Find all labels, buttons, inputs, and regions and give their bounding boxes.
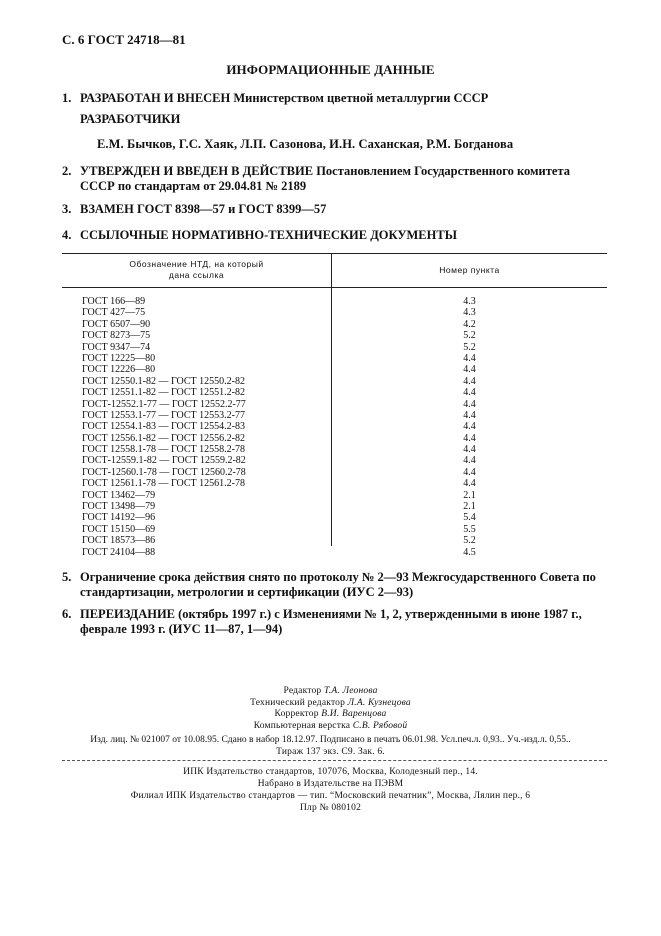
table-cell-doc: ГОСТ 14192—96: [82, 512, 156, 524]
table-cell-item: 4.4: [463, 432, 476, 444]
item-6: [62, 607, 607, 637]
table-row: [62, 547, 607, 558]
table-cell-item: 5.5: [463, 523, 476, 535]
table-cell-item: 4.3: [463, 307, 476, 319]
item-number: 2.: [62, 164, 72, 178]
credit-role: Технический редактор: [250, 697, 346, 708]
table-row: [62, 444, 607, 455]
developers-label: РАЗРАБОТЧИКИ: [80, 112, 181, 126]
credit-line: [0, 686, 661, 698]
table-row: [62, 387, 607, 398]
table-cell-item: 4.2: [463, 318, 476, 330]
credits-block: [0, 686, 661, 732]
table-row: [62, 501, 607, 512]
item-1-text: Министерством цветной металлургии СССР: [230, 91, 489, 105]
item-3-text: ВЗАМЕН ГОСТ 8398—57 и ГОСТ 8399—57: [80, 202, 327, 216]
table-header-doc-line2: дана ссылка: [168, 270, 225, 280]
credit-role: Корректор: [274, 709, 319, 719]
table-cell-doc: ГОСТ-12559.1-82 — ГОСТ 12559.2-82: [82, 455, 246, 467]
table-row: [62, 467, 607, 478]
item-number: 6.: [62, 607, 72, 621]
table-cell-doc: ГОСТ 166—89: [82, 296, 146, 307]
table-cell-doc: ГОСТ 12226—80: [82, 364, 156, 376]
table-cell-item: 4.4: [463, 409, 476, 421]
table-cell-doc: ГОСТ 427—75: [82, 307, 146, 319]
table-cell-item: 2.1: [463, 501, 476, 513]
table-header-item: Номер пункта: [439, 265, 500, 275]
table-row: [62, 410, 607, 421]
table-body: [62, 296, 607, 558]
table-cell-doc: ГОСТ 12558.1-78 — ГОСТ 12558.2-78: [82, 444, 245, 456]
item-number: 5.: [62, 570, 72, 584]
table-cell-item: 4.4: [463, 352, 476, 364]
table-cell-doc: ГОСТ 18573—86: [82, 535, 156, 547]
table-header-rule: [62, 287, 607, 288]
table-cell-item: 4.3: [463, 296, 476, 307]
item-2: [62, 164, 607, 194]
table-cell-item: 4.4: [463, 375, 476, 387]
table-cell-doc: ГОСТ-12552.1-77 — ГОСТ 12552.2-77: [82, 398, 246, 410]
item-5: [62, 570, 607, 600]
table-row: [62, 478, 607, 489]
imprint-line-2: Тираж 137 экз. С9. Зак. 6.: [276, 747, 385, 757]
table-row: [62, 399, 607, 410]
table-row: [62, 342, 607, 353]
credit-name: Т.А. Леонова: [323, 686, 378, 696]
table-row: [62, 330, 607, 341]
table-cell-doc: ГОСТ 12554.1-83 — ГОСТ 12554.2-83: [82, 421, 245, 433]
item-2-text: Постановлением Государственного комитета СССР по стандартам от 29.04.81 № 2189: [80, 164, 570, 193]
item-number: 1.: [62, 91, 72, 105]
item-1-bold: РАЗРАБОТАН И ВНЕСЕН: [80, 91, 231, 105]
table-cell-doc: ГОСТ 8273—75: [82, 330, 151, 342]
item-4: [62, 228, 607, 243]
credit-line: [0, 721, 661, 733]
table-row: [62, 524, 607, 535]
table-cell-doc: ГОСТ-12560.1-78 — ГОСТ 12560.2-78: [82, 466, 246, 478]
table-cell-doc: ГОСТ 24104—88: [82, 546, 156, 558]
table-row: [62, 455, 607, 466]
table-cell-doc: ГОСТ 12553.1-77 — ГОСТ 12553.2-77: [82, 409, 245, 421]
table-row: [62, 512, 607, 523]
table-cell-item: 5.2: [463, 330, 476, 342]
imprint-line-1: Изд. лиц. № 021007 от 10.08.95. Сдано в набор 18.12.97. Подписано в печать 06.01.98. Усл.печ.л. 0,93.. Уч.-изд.л. 0,55..: [90, 735, 571, 745]
credit-line: [0, 709, 661, 721]
table-cell-item: 4.4: [463, 444, 476, 456]
table-cell-item: 5.2: [463, 341, 476, 353]
table-cell-item: 4.4: [463, 478, 476, 490]
item-5-text: Ограничение срока действия снято по протоколу № 2—93 Межгосударственного Совета по стандартизации, метрологии и сертификации (ИУС 2—93): [80, 570, 596, 599]
developers-list: Е.М. Бычков, Г.С. Хаяк, Л.П. Сазонова, И.Н. Саханская, Р.М. Богданова: [97, 137, 514, 151]
publisher-line-1: ИПК Издательство стандартов, 107076, Москва, Колодезный пер., 14.: [183, 767, 478, 777]
credit-line: [0, 698, 661, 710]
item-1: [62, 91, 607, 106]
table-row: [62, 376, 607, 387]
table-cell-item: 4.4: [463, 387, 476, 399]
table-row: [62, 319, 607, 330]
section-title: ИНФОРМАЦИОННЫЕ ДАННЫЕ: [226, 62, 435, 77]
table-cell-doc: ГОСТ 13498—79: [82, 501, 156, 513]
table-header-doc: [62, 259, 331, 281]
page-header: С. 6 ГОСТ 24718—81: [62, 32, 186, 47]
table-cell-item: 4.5: [463, 546, 476, 558]
divider: [62, 760, 607, 761]
table-row: [62, 364, 607, 375]
table-row: [62, 421, 607, 432]
publisher-line-2: Набрано в Издательстве на ПЭВМ: [257, 779, 404, 789]
table-cell-item: 4.4: [463, 398, 476, 410]
table-row: [62, 490, 607, 501]
table-header-doc-line1: Обозначение НТД, на который: [129, 259, 264, 269]
table-cell-doc: ГОСТ 6507—90: [82, 318, 151, 330]
item-number: 4.: [62, 228, 72, 242]
table-cell-item: 5.4: [463, 512, 476, 524]
table-cell-doc: ГОСТ 15150—69: [82, 523, 156, 535]
item-number: 3.: [62, 202, 72, 216]
item-3: [62, 202, 607, 217]
table-cell-item: 4.4: [463, 466, 476, 478]
table-row: [62, 296, 607, 307]
credit-role: Редактор: [283, 686, 322, 696]
item-4-text: ССЫЛОЧНЫЕ НОРМАТИВНО-ТЕХНИЧЕСКИЕ ДОКУМЕНТЫ: [80, 228, 457, 242]
item-2-bold: УТВЕРЖДЕН И ВВЕДЕН В ДЕЙСТВИЕ: [80, 164, 314, 178]
table-cell-doc: ГОСТ 12561.1-78 — ГОСТ 12561.2-78: [82, 478, 245, 490]
publisher-line-4: Плр № 080102: [299, 803, 362, 813]
table-cell-doc: ГОСТ 12556.1-82 — ГОСТ 12556.2-82: [82, 432, 245, 444]
item-6-bold: ПЕРЕИЗДАНИЕ: [80, 607, 176, 621]
credit-name: С.В. Рябовой: [352, 720, 408, 731]
publisher-line-3: Филиал ИПК Издательство стандартов — тип. “Московский печатник”, Москва, Лялин пер., 6: [130, 791, 531, 801]
item-6-text: (октябрь 1997 г.) с Изменениями № 1, 2, утвержденными в июне 1987 г., феврале 1993 г. (ИУС 11—87, 1—94): [80, 607, 582, 636]
table-cell-doc: ГОСТ 12550.1-82 — ГОСТ 12550.2-82: [82, 375, 245, 387]
credit-name: Л.А. Кузнецова: [347, 697, 411, 708]
table-row: [62, 353, 607, 364]
table-top-rule: [62, 253, 607, 254]
credit-role: Компьютерная верстка: [253, 720, 351, 731]
table-cell-doc: ГОСТ 12551.1-82 — ГОСТ 12551.2-82: [82, 387, 245, 399]
table-row: [62, 535, 607, 546]
table-row: [62, 307, 607, 318]
table-cell-item: 4.4: [463, 455, 476, 467]
table-cell-item: 2.1: [463, 489, 476, 501]
table-cell-item: 4.4: [463, 421, 476, 433]
table-cell-doc: ГОСТ 13462—79: [82, 489, 156, 501]
table-cell-doc: ГОСТ 9347—74: [82, 341, 151, 353]
table-cell-item: 4.4: [463, 364, 476, 376]
table-cell-item: 5.2: [463, 535, 476, 547]
credit-name: В.И. Варенцова: [321, 709, 387, 719]
table-cell-doc: ГОСТ 12225—80: [82, 352, 156, 364]
table-row: [62, 433, 607, 444]
